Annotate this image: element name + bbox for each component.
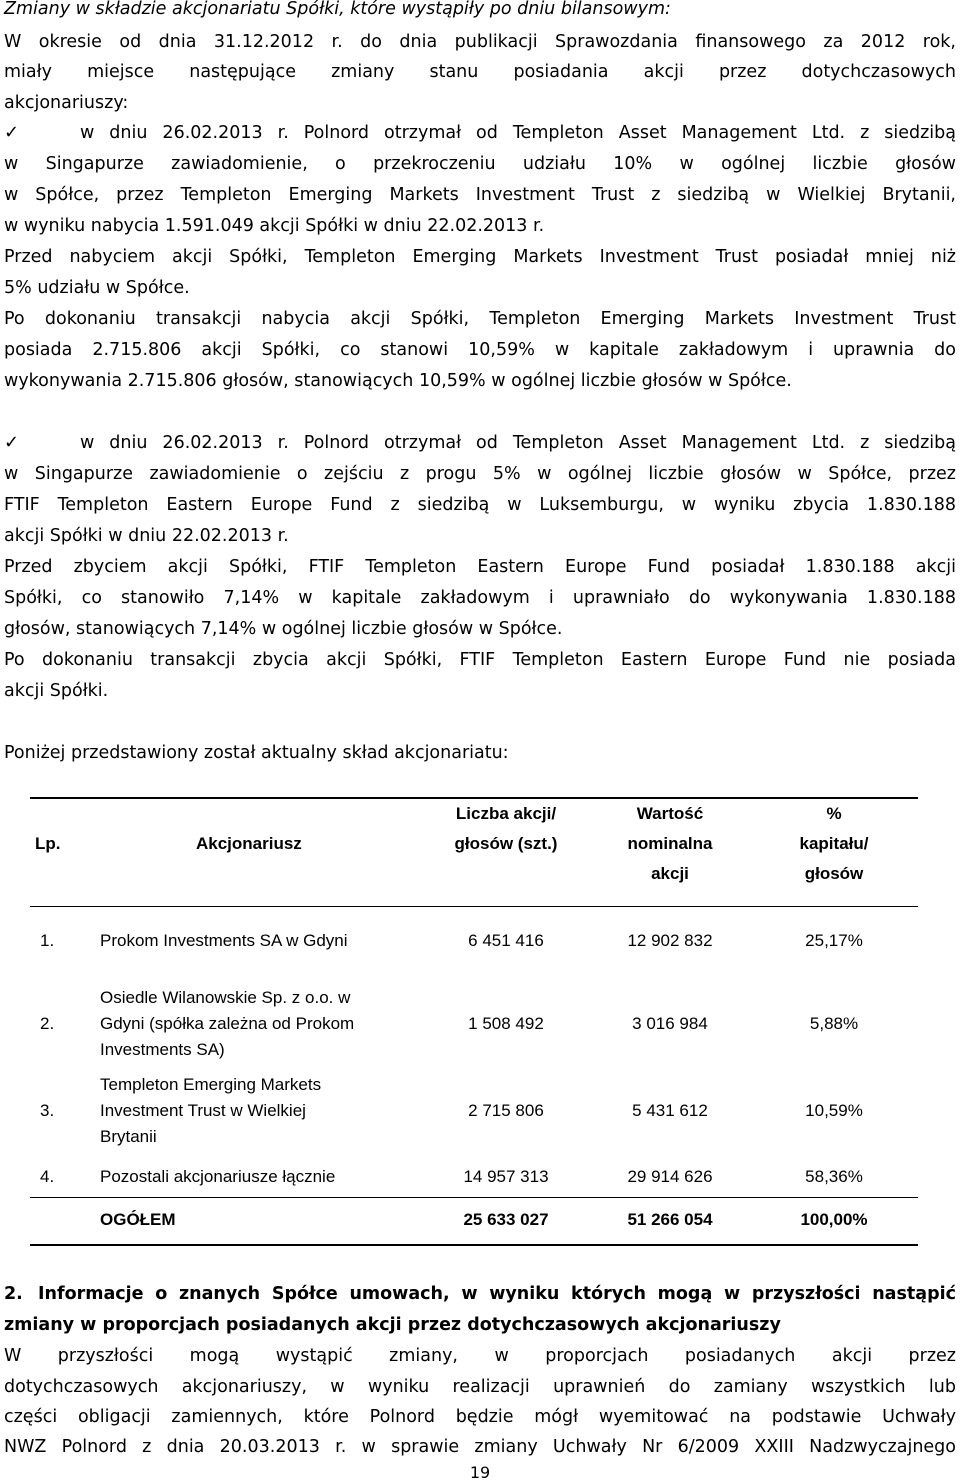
header-procent-1: % <box>826 804 842 823</box>
paragraph-line: w dniu 26.02.2013 r. Polnord otrzymał od Templeton Asset Management Ltd. z siedzibą <box>80 123 956 143</box>
paragraph-line: dotychczasowych akcjonariuszy, w wyniku realizacji uprawnień do zamiany wszystkich lub <box>4 1377 956 1397</box>
table-cell-name: Investment Trust w Wielkiej <box>100 1101 306 1120</box>
table-cell-wartosc: 3 016 984 <box>632 1014 708 1033</box>
table-total-label: OGÓŁEM <box>100 1210 176 1229</box>
paragraph-line: w Singapurze zawiadomienie, o przekroczeniu udziału 10% w ogólnej liczbie głosów <box>4 154 956 174</box>
table-cell-procent: 10,59% <box>805 1101 863 1120</box>
page-number: 19 <box>469 1463 491 1482</box>
section-heading: Informacje o znanych Spółce umowach, w wyniku których mogą w przyszłości nastąpić <box>38 1284 956 1304</box>
paragraph-line: posiada 2.715.806 akcji Spółki, co stanowi 10,59% w kapitale zakładowym i uprawnia do <box>4 340 956 360</box>
paragraph-line: w wyniku nabycia 1.591.049 akcji Spółki w dniu 22.02.2013 r. <box>4 216 545 236</box>
paragraph-line: Przed nabyciem akcji Spółki, Templeton Emerging Markets Investment Trust posiadał mniej niż <box>4 247 956 267</box>
table-cell-name: Investments SA) <box>100 1040 225 1059</box>
check-icon: ✓ <box>4 122 20 143</box>
table-total-rule <box>30 1197 918 1198</box>
paragraph-line: w Singapurze zawiadomienie o zejściu z progu 5% w ogólnej liczbie głosów w Spółce, przez <box>4 464 956 484</box>
paragraph-line: głosów, stanowiących 7,14% w ogólnej liczbie głosów w Spółce. <box>4 619 563 639</box>
header-liczba-1: Liczba akcji/ <box>455 804 557 823</box>
table-cell-name: Gdyni (spółka zależna od Prokom <box>100 1014 355 1033</box>
header-wartosc-1: Wartość <box>636 804 704 823</box>
paragraph-line: Po dokonaniu transakcji zbycia akcji Spółki, FTIF Templeton Eastern Europe Fund nie posiada <box>4 650 956 670</box>
table-total-liczba: 25 633 027 <box>463 1210 549 1229</box>
table-cell-wartosc: 29 914 626 <box>627 1167 713 1186</box>
paragraph-line: w Spółce, przez Templeton Emerging Markets Investment Trust z siedzibą w Wielkiej Brytanii, <box>4 185 956 205</box>
paragraph-line: W przyszłości mogą wystąpić zmiany, w proporcjach posiadanych akcji przez <box>4 1346 956 1366</box>
paragraph-line: akcji Spółki. <box>4 681 109 701</box>
table-cell-procent: 5,88% <box>809 1014 859 1033</box>
paragraph-line: w dniu 26.02.2013 r. Polnord otrzymał od Templeton Asset Management Ltd. z siedzibą <box>80 433 956 453</box>
table-cell-procent: 25,17% <box>805 931 863 950</box>
section-title: Zmiany w składzie akcjonariatu Spółki, które wystąpiły po dniu bilansowym: <box>4 0 671 19</box>
paragraph-line: części obligacji zamiennych, które Polnord będzie mógł wyemitować na podstawie Uchwały <box>4 1407 956 1427</box>
table-cell-name: Pozostali akcjonariusze łącznie <box>100 1167 336 1186</box>
paragraph-line: FTIF Templeton Eastern Europe Fund z siedzibą w Luksemburgu, w wyniku zbycia 1.830.188 <box>4 495 956 515</box>
table-total-wartosc: 51 266 054 <box>627 1210 713 1229</box>
paragraph-line: W okresie od dnia 31.12.2012 r. do dnia publikacji Sprawozdania finansowego za 2012 rok, <box>4 32 956 52</box>
table-top-rule <box>30 797 918 799</box>
table-row: 3. <box>40 1101 55 1120</box>
header-liczba-2: głosów (szt.) <box>454 834 558 853</box>
section-number: 2. <box>4 1284 23 1304</box>
paragraph-line: 5% udziału w Spółce. <box>4 278 190 298</box>
header-procent-3: głosów <box>804 864 864 883</box>
check-icon: ✓ <box>4 432 20 453</box>
table-cell-name: Brytanii <box>100 1127 157 1146</box>
table-cell-liczba: 6 451 416 <box>468 931 544 950</box>
header-wartosc-3: akcji <box>651 864 689 883</box>
table-cell-liczba: 1 508 492 <box>468 1014 544 1033</box>
paragraph-line: Po dokonaniu transakcji nabycia akcji Spółki, Templeton Emerging Markets Investment Trust <box>4 309 956 329</box>
table-cell-name: Prokom Investments SA w Gdyni <box>100 931 348 950</box>
table-row: 4. <box>40 1167 55 1186</box>
table-cell-procent: 58,36% <box>805 1167 863 1186</box>
paragraph-line: wykonywania 2.715.806 głosów, stanowiących 10,59% w ogólnej liczbie głosów w Spółce. <box>4 371 792 391</box>
table-cell-name: Osiedle Wilanowskie Sp. z o.o. w <box>100 988 351 1007</box>
table-cell-wartosc: 12 902 832 <box>627 931 713 950</box>
table-header-rule <box>30 906 918 907</box>
header-lp: Lp. <box>35 834 61 853</box>
table-intro: Poniżej przedstawiony został aktualny skład akcjonariatu: <box>4 743 509 763</box>
table-cell-name: Templeton Emerging Markets <box>100 1075 322 1094</box>
table-cell-liczba: 14 957 313 <box>463 1167 549 1186</box>
paragraph-line: Spółki, co stanowiło 7,14% w kapitale zakładowym i uprawniało do wykonywania 1.830.188 <box>4 588 956 608</box>
paragraph-line: akcji Spółki w dniu 22.02.2013 r. <box>4 526 289 546</box>
table-row: 2. <box>40 1014 55 1033</box>
table-cell-wartosc: 5 431 612 <box>632 1101 708 1120</box>
header-akcjonariusz: Akcjonariusz <box>196 834 302 853</box>
table-cell-liczba: 2 715 806 <box>468 1101 544 1120</box>
paragraph-line: NWZ Polnord z dnia 20.03.2013 r. w sprawie zmiany Uchwały Nr 6/2009 XXIII Nadzwyczajnego <box>4 1437 956 1457</box>
table-total-procent: 100,00% <box>800 1210 868 1229</box>
header-wartosc-2: nominalna <box>627 834 713 853</box>
header-procent-2: kapitału/ <box>799 834 869 853</box>
table-row: 1. <box>40 931 55 950</box>
table-bottom-rule <box>30 1244 918 1246</box>
paragraph-line: Przed zbyciem akcji Spółki, FTIF Templeton Eastern Europe Fund posiadał 1.830.188 akcji <box>4 557 956 577</box>
section-heading: zmiany w proporcjach posiadanych akcji przez dotychczasowych akcjonariuszy <box>4 1315 781 1335</box>
paragraph-line: akcjonariuszy: <box>4 93 129 113</box>
paragraph-line: miały miejsce następujące zmiany stanu posiadania akcji przez dotychczasowych <box>4 62 956 82</box>
